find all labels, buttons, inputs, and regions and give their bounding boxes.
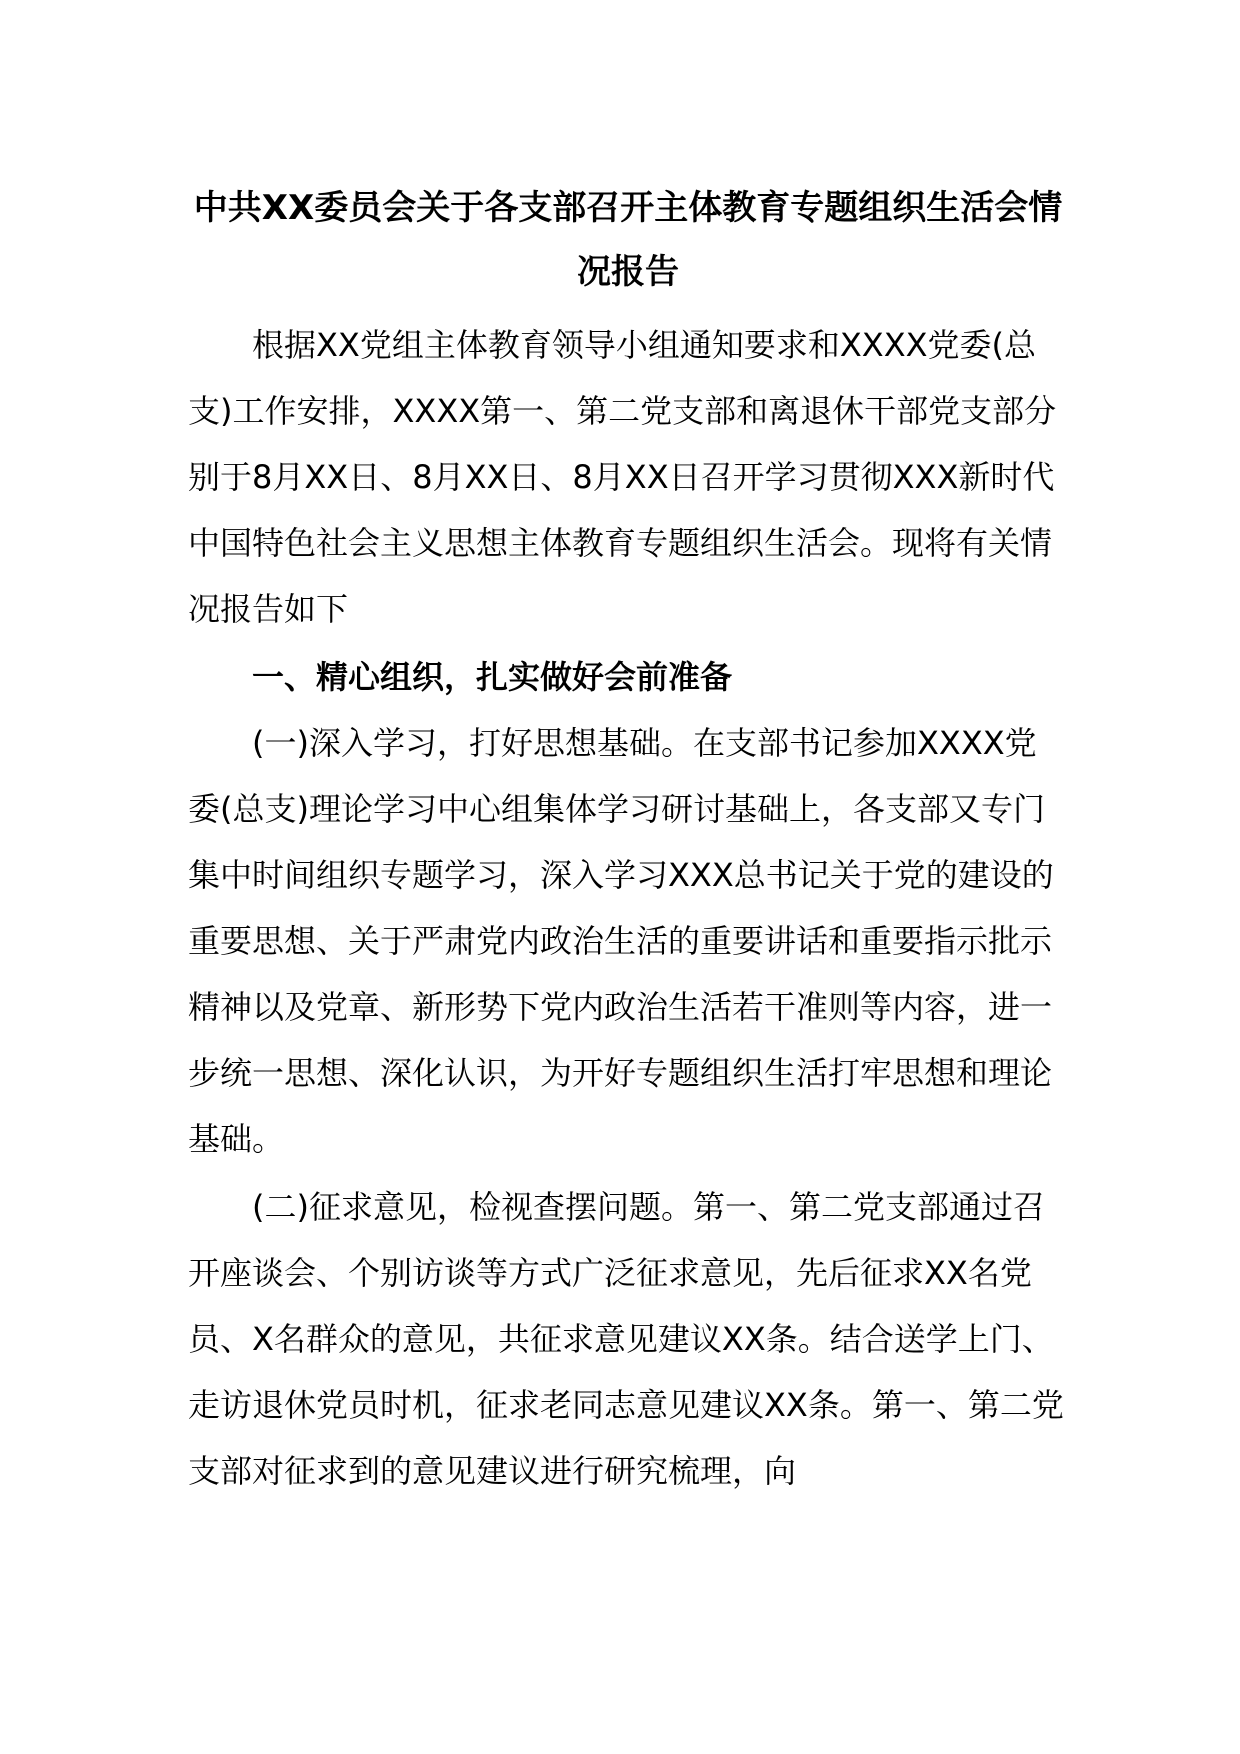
- subsection-paragraph-2: (二)征求意见，检视查摆问题。第一、第二党支部通过召开座谈会、个别访谈等方式广泛征求意见，先后征求XX名党员、X名群众的意见，共征求意见建议XX条。结合送学上门、走访退休党员时机，征求老同志意见建议XX条。第一、第二党支部对征求到的意见建议进行研究梳理，向: [188, 1188, 1064, 1490]
- document-body: [188, 176, 1068, 1504]
- subsection-paragraph-1: (一)深入学习，打好思想基础。在支部书记参加XXXX党委(总支)理论学习中心组集体学习研讨基础上，各支部又专门集中时间组织专题学习，深入学习XXX总书记关于党的建设的重要思想、关于严肃党内政治生活的重要讲话和重要指示批示精神以及党章、新形势下党内政治生活若干准则等内容，进一步统一思想、深化认识，为开好专题组织生活打牢思想和理论基础。: [188, 724, 1054, 1158]
- intro-paragraph: 根据XX党组主体教育领导小组通知要求和XXXX党委(总支)工作安排，XXXX第一、第二党支部和离退休干部党支部分别于8月XX日、8月XX日、8月XX日召开学习贯彻XXX新时代中国特色社会主义思想主体教育专题组织生活会。现将有关情况报告如下: [188, 326, 1057, 628]
- section-heading-1: 一、精心组织，扎实做好会前准备: [252, 658, 733, 696]
- document-title: 中共XX委员会关于各支部召开主体教育专题组织生活会情况报告: [193, 188, 1063, 292]
